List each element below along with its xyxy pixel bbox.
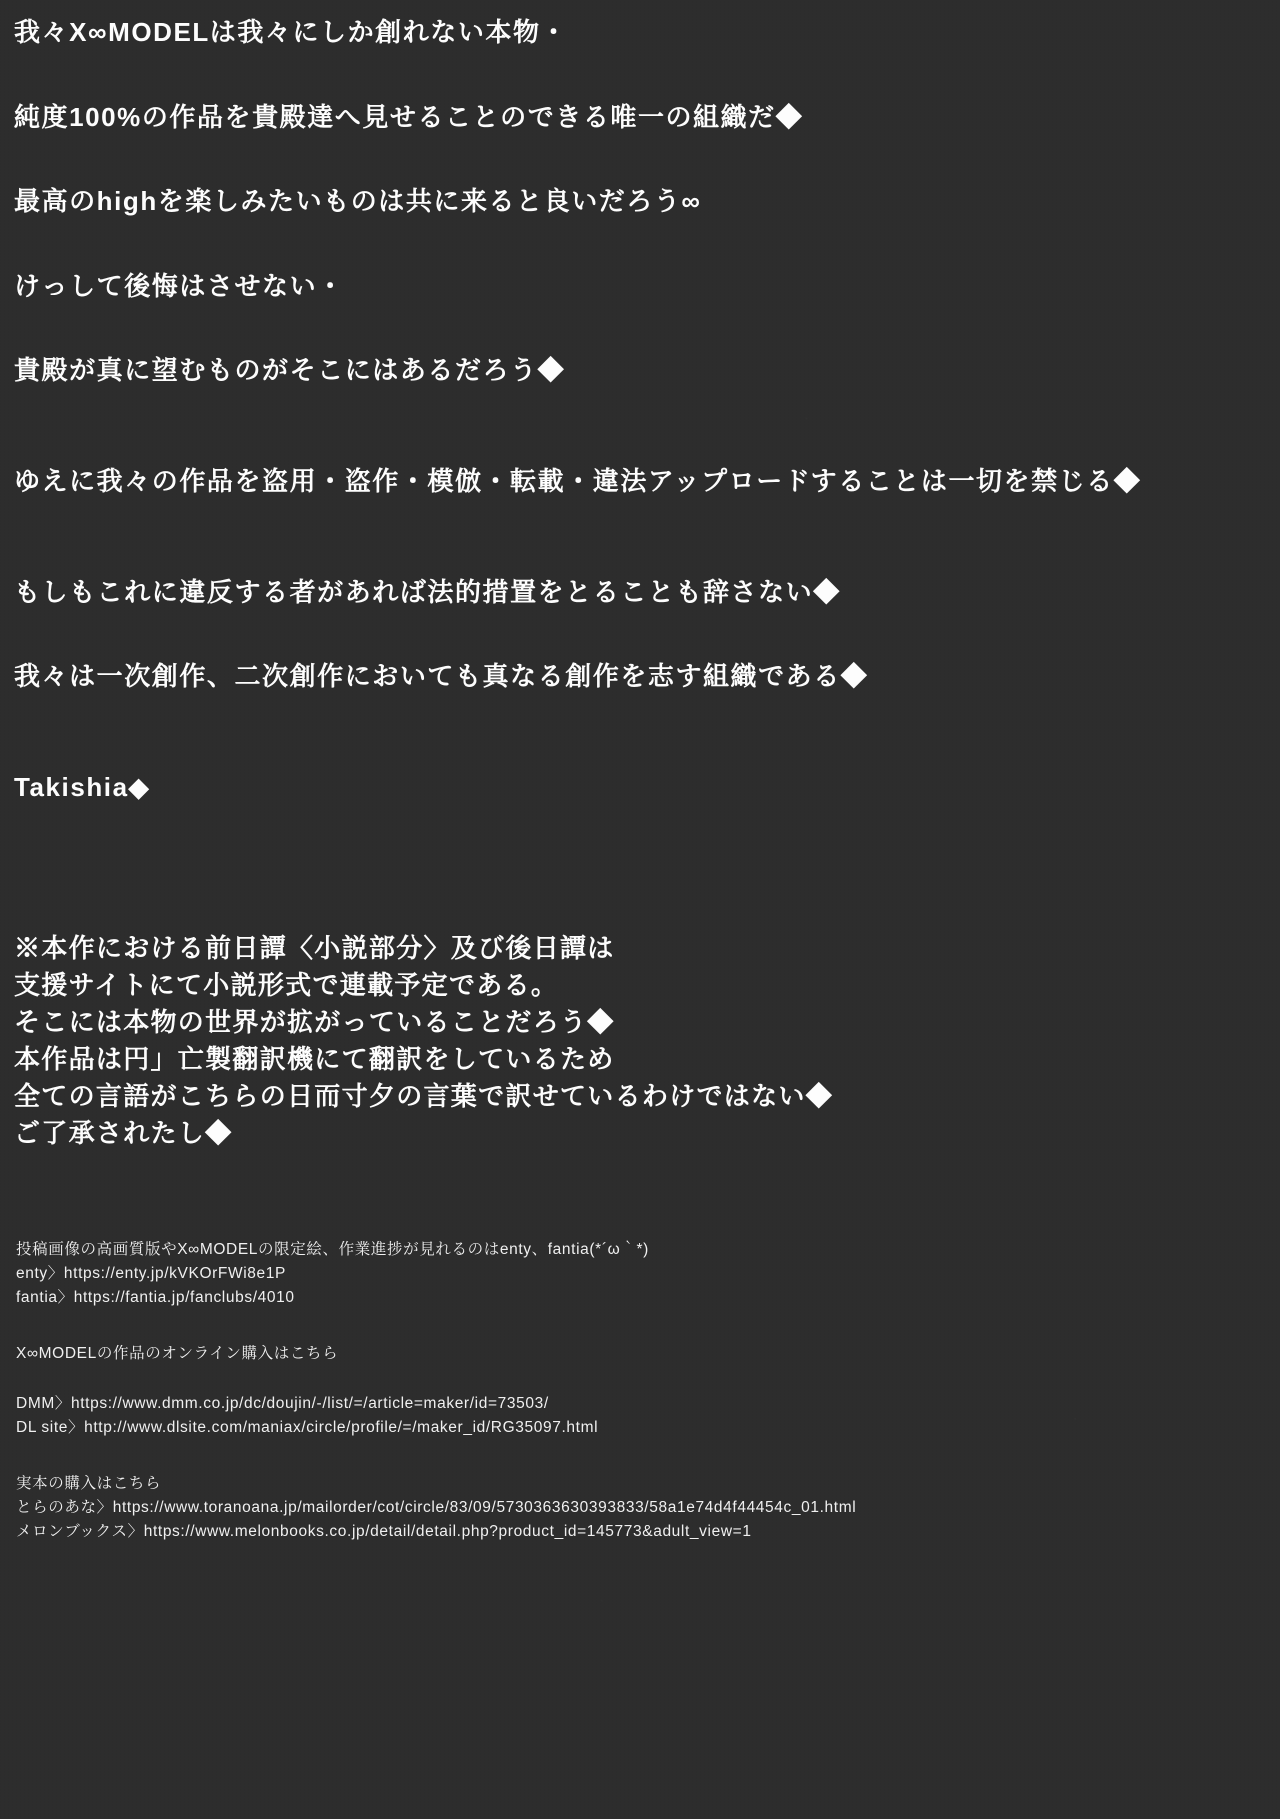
statement-line: もしもこれに違反する者があれば法的措置をとることも辞さない◆ bbox=[14, 576, 841, 607]
statement-line: 純度100%の作品を貴殿達へ見せることのできる唯一の組織だ◆ bbox=[14, 101, 804, 132]
toranoana-link[interactable]: とらのあな〉https://www.toranoana.jp/mailorder/cot/circle/83/09/5730363630393833/58a1e74d4f44454c_01.html bbox=[16, 1499, 857, 1517]
note-line: ※本作における前日譚〈小説部分〉及び後日譚は bbox=[14, 933, 615, 963]
fantia-link[interactable]: fantia〉https://fantia.jp/fanclubs/4010 bbox=[16, 1289, 295, 1307]
links-block bbox=[16, 1238, 1264, 1544]
note-line: 支援サイトにて小説形式で連載予定である。 bbox=[14, 969, 559, 1000]
dlsite-link[interactable]: DL site〉http://www.dlsite.com/maniax/circle/profile/=/maker_id/RG35097.html bbox=[16, 1419, 599, 1437]
dmm-link[interactable]: DMM〉https://www.dmm.co.jp/dc/doujin/-/list/=/article=maker/id=73503/ bbox=[16, 1395, 549, 1413]
statement-block bbox=[14, 18, 1260, 801]
physical-purchase-heading: 実本の購入はこちら bbox=[16, 1475, 162, 1493]
statement-line: けっして後悔はさせない・ bbox=[14, 270, 345, 301]
note-line: ご了承されたし◆ bbox=[14, 1117, 233, 1148]
enty-link[interactable]: enty〉https://enty.jp/kVKOrFWi8e1P bbox=[16, 1265, 286, 1283]
statement-line: 我々は一次創作、二次創作においても真なる創作を志す組織である◆ bbox=[14, 661, 869, 692]
support-sites-heading: 投稿画像の高画質版やX∞MODELの限定絵、作業進捗が見れるのはenty、fantia(*´ω｀*) bbox=[16, 1241, 649, 1258]
statement-line: ゆえに我々の作品を盗用・盗作・模倣・転載・違法アップロードすることは一切を禁じる◆ bbox=[14, 465, 1142, 496]
notes-block bbox=[14, 930, 1260, 1151]
note-line: 本作品は円」亡製翻訳機にて翻訳をしているため bbox=[14, 1043, 615, 1074]
statement-line: 最高のhighを楽しみたいものは共に来ると良いだろう∞ bbox=[14, 186, 702, 217]
statement-line: 我々X∞MODELは我々にしか創れない本物・ bbox=[14, 17, 569, 47]
melonbooks-link[interactable]: メロンブックス〉https://www.melonbooks.co.jp/detail/detail.php?product_id=145773&adult_view=1 bbox=[16, 1523, 752, 1541]
signature: Takishia◆ bbox=[14, 771, 151, 802]
online-purchase-heading: X∞MODELの作品のオンライン購入はこちら bbox=[16, 1345, 339, 1363]
statement-line: 貴殿が真に望むものがそこにはあるだろう◆ bbox=[14, 355, 566, 386]
note-line: 全ての言語がこちらの日而寸夕の言葉で訳せているわけではない◆ bbox=[14, 1080, 834, 1111]
note-line: そこには本物の世界が拡がっていることだろう◆ bbox=[14, 1006, 615, 1037]
